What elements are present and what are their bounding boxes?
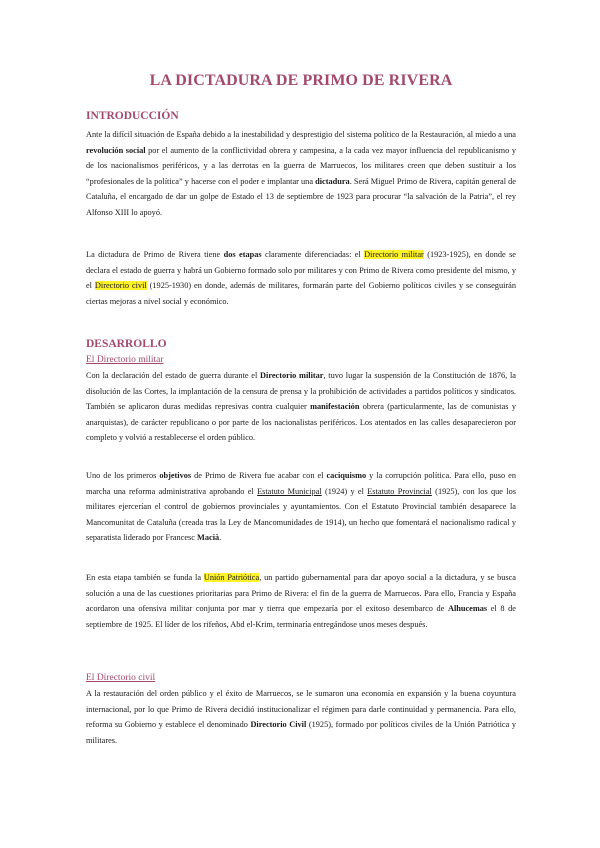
paragraph-civil-1: A la restauración del orden público y el éxito de Marruecos, se le sumaron una economía en expansión y la buena coyuntura internacional, por lo que Primo de Rivera decidió institucionalizar el régimen para darle continuidad y permanencia. Para ello, reforma su Gobierno y establece el denominado Directorio Civil (1925), formado por políticos civiles de la Unión Patriótica y militares. [86,689,516,745]
highlight-union-patriotica: Unión Patriótica [203,573,260,582]
paragraph-intro-2: La dictadura de Primo de Rivera tiene dos etapas claramente diferenciadas: el Directorio militar (1923-1925), en donde se declara el estado de guerra y habrá un Gobierno formado solo por militares y con Primo de Rivera como presidente del mismo, y el Directorio civil (1925-1930) en donde, además de militares, formarán parte del Gobierno políticos civiles y se conseguirán ciertas mejoras a nivel social y económico. [86,250,516,306]
paragraph-militar-2: Uno de los primeros objetivos de Primo de Rivera fue acabar con el caciquismo y la corrupción política. Para ello, puso en marcha una reforma administrativa aprobando el Estatuto Municipal (1924) y el Estatuto Provincial (1925), con los que los militares ejercerían el control de gobiernos provinciales y ayuntamientos. Con el Estatuto Provincial también desaparece la Mancomunitat de Cataluña (creada tras la Ley de Mancomunidades de 1914), un hecho que fomentará el nacionalismo radical y separatista liderado por Francesc Macià. [86,471,516,543]
document-title: LA DICTADURA DE PRIMO DE RIVERA [149,72,453,89]
heading-introduccion: INTRODUCCIÓN [86,110,179,122]
highlight-directorio-militar: Directorio militar [364,250,424,259]
highlight-directorio-civil: Directorio civil [94,281,147,291]
paragraph-militar-3: En esta etapa también se funda la Unión Patriótica, un partido gubernamental para dar apoyo social a la dictadura, y se busca solución a una de las cuestiones prioritarias para Primo de Rivera: el fin de la guerra de Marruecos. Para ello, Francia y España acordaron una ofensiva militar conjunta por mar y tierra que empezaría por el exitoso desembarco de Alhucemas el 8 de septiembre de 1925. El líder de los rifeños, Abd el-Krim, terminaría entregándose unos meses después. [86,573,516,629]
paragraph-intro-1: Ante la difícil situación de España debido a la inestabilidad y desprestigio del sistema político de la Restauración, al miedo a una revolución social por el aumento de la conflictividad obrera y campesina, a la cada vez mayor influencia del republicanismo y de los nacionalismos periféricos, y a las derrotas en la guerra de Marruecos, los militares creen que deben sustituir a los “profesionales de la política” y hacerse con el poder e implantar una dictadura. Será Miguel Primo de Rivera, capitán general de Cataluña, el encargado de dar un golpe de Estado el 13 de septiembre de 1923 para procurar “la salvación de la Patria”, el rey Alfonso XIII lo apoyó. [86,130,516,217]
heading-desarrollo: DESARROLLO [86,338,167,350]
subheading-directorio-civil: El Directorio civil [86,673,156,683]
subheading-directorio-militar: El Directorio militar [86,355,164,365]
paragraph-militar-1: Con la declaración del estado de guerra durante el Directorio militar, tuvo lugar la suspensión de la Constitución de 1876, la disolución de las Cortes, la implantación de la censura de prensa y la prohibición de actividades a partidos políticos y sindicatos. También se aplicaron duras medidas represivas contra cualquier manifestación obrera (particularmente, las de comunistas y anarquistas), de carácter republicano o por parte de los nacionalistas periféricos. Los atentados en las calles desaparecieron por completo y volvió a restablecerse el orden público. [86,371,516,443]
